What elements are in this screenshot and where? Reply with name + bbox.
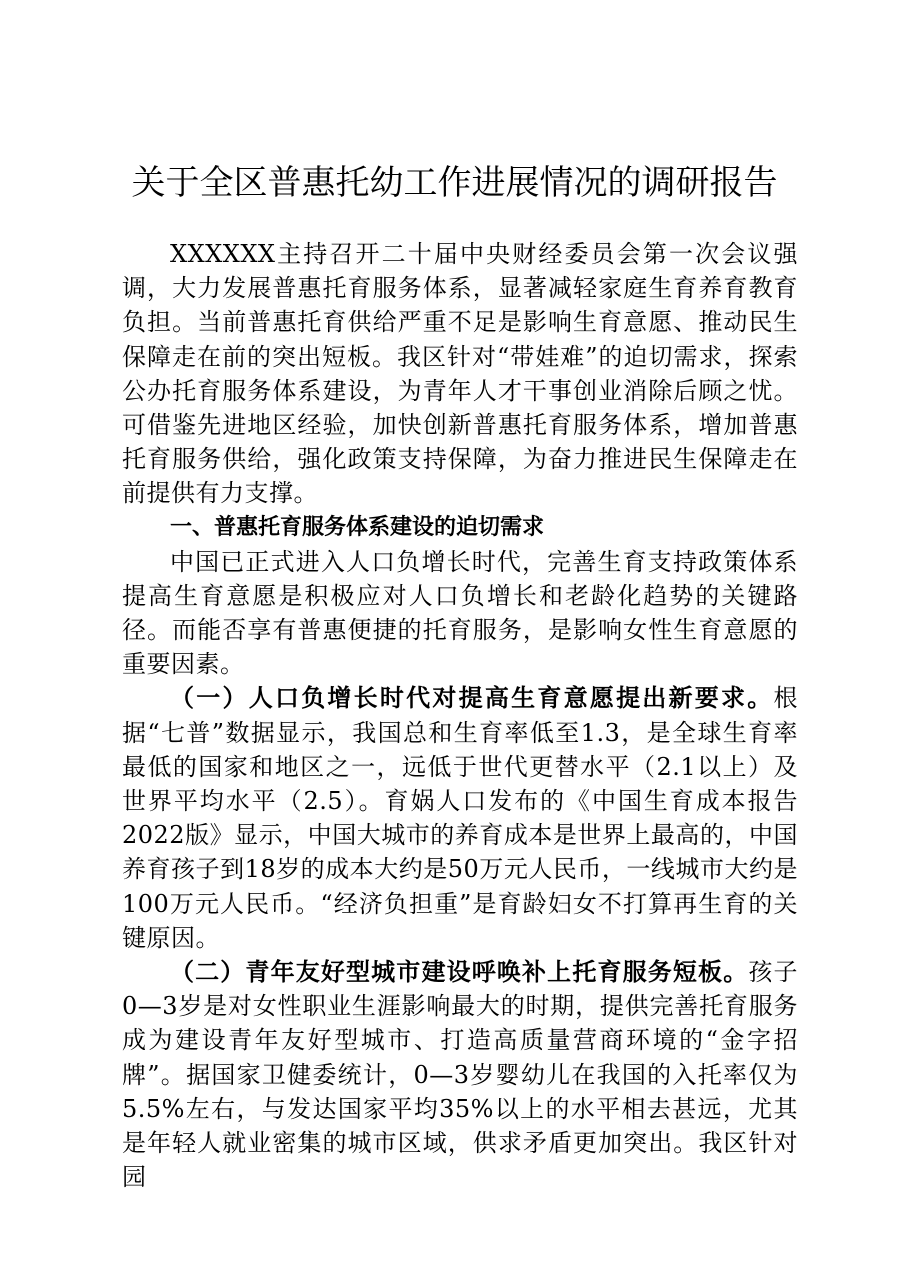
subsection-1-lead: （一）人口负增长时代对提高生育意愿提出新要求。 — [170, 683, 774, 713]
subsection-2-paragraph — [122, 955, 798, 1194]
subsection-2-lead: （二）青年友好型城市建设呼唤补上托育服务短板。 — [170, 957, 749, 987]
section-heading-1: 一、普惠托育服务体系建设的迫切需求 — [170, 514, 545, 540]
document-body — [122, 237, 798, 1194]
intro-paragraph: XXXXXX主持召开二十届中央财经委员会第一次会议强调，大力发展普惠托育服务体系，显著减轻家庭生育养育教育负担。当前普惠托育供给严重不足是影响生育意愿、推动民生保障走在前的突出短板。我区针对“带娃难”的迫切需求，探索公办托育服务体系建设，为青年人才干事创业消除后顾之忧。可借鉴先进地区经验，加快创新普惠托育服务体系，增加普惠托育服务供给，强化政策支持保障，为奋力推进民生保障走在前提供有力支撑。 — [122, 240, 798, 508]
document-title: 关于全区普惠托幼工作进展情况的调研报告 — [131, 163, 778, 203]
subsection-1-text: 根据“七普”数据显示，我国总和生育率低至1.3，是全球生育率最低的国家和地区之一，远低于世代更替水平（2.1以上）及世界平均水平（2.5）。育娲人口发布的《中国生育成本报告2022版》显示，中国大城市的养育成本是世界上最高的，中国养育孩子到18岁的成本大约是50万元人民币，一线城市大约是100万元人民币。“经济负担重”是育龄妇女不打算再生育的关键原因。 — [122, 684, 798, 952]
section-1-paragraph: 中国已正式进入人口负增长时代，完善生育支持政策体系提高生育意愿是积极应对人口负增长和老龄化趋势的关键路径。而能否享有普惠便捷的托育服务，是影响女性生育意愿的重要因素。 — [122, 547, 798, 679]
subsection-1-paragraph — [122, 681, 798, 955]
subsection-2-text: 孩子0—3岁是对女性职业生涯影响最大的时期，提供完善托育服务成为建设青年友好型城市、打造高质量营商环境的“金字招牌”。据国家卫健委统计，0—3岁婴幼儿在我国的入托率仅为5.5%左右，与发达国家平均35%以上的水平相去甚远，尤其是年轻人就业密集的城市区域，供求矛盾更加突出。我区针对园 — [122, 958, 799, 1192]
